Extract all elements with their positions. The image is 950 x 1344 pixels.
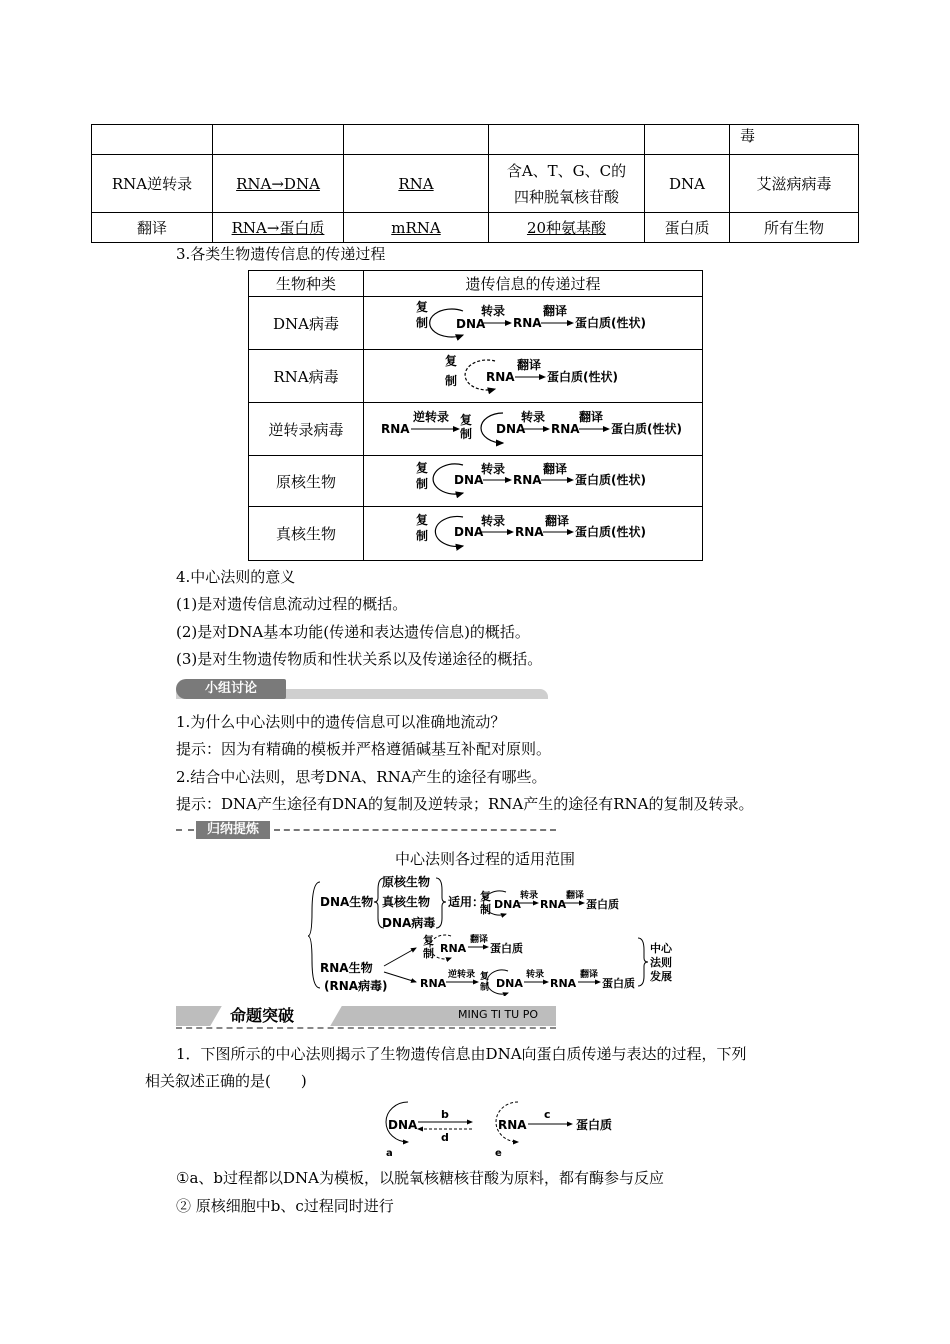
svg-text:RNA生物: RNA生物 (320, 961, 373, 975)
hint: 提示：因为有精确的模板并严格遵循碱基互补配对原则。 (176, 740, 552, 758)
table-cell: RNA→DNA (213, 155, 344, 213)
svg-text:蛋白质: 蛋白质 (586, 898, 619, 911)
question: 1.为什么中心法则中的遗传信息可以准确地流动？ (176, 713, 506, 731)
svg-text:蛋白质: 蛋白质 (576, 1118, 613, 1132)
svg-text:制: 制 (460, 427, 473, 441)
svg-text:转录: 转录 (520, 891, 539, 901)
question-text: 1．下图所示的中心法则揭示了生物遗传信息由DNA向蛋白质传递与表达的过程，下列 (176, 1045, 747, 1063)
table-cell: mRNA (344, 213, 489, 243)
svg-text:翻译: 翻译 (579, 410, 604, 424)
table-header: 生物种类 (249, 271, 364, 297)
exam-pinyin: MING TI TU PO (458, 1008, 539, 1021)
question: 2.结合中心法则，思考DNA、RNA产生的途径有哪些。 (176, 768, 547, 786)
summary-tag: 归纳提炼 (196, 821, 270, 839)
table-cell: RNA→蛋白质 (213, 213, 344, 243)
option: ② 原核细胞中b、c过程同时进行 (176, 1197, 394, 1215)
list-item: (1)是对遗传信息流动过程的概括。 (176, 595, 408, 613)
svg-text:蛋白质(性状): 蛋白质(性状) (611, 422, 682, 436)
svg-text:DNA: DNA (456, 317, 486, 331)
retrovirus-flow (381, 409, 682, 443)
svg-text:复: 复 (416, 461, 429, 475)
svg-text:RNA: RNA (550, 977, 577, 990)
option: ①a、b过程都以DNA为模板，以脱氧核糖核苷酸为原料，都有酶参与反应 (176, 1169, 664, 1187)
svg-text:转录: 转录 (526, 970, 545, 980)
table-cell: 毒 (730, 125, 859, 155)
svg-text:复: 复 (423, 934, 434, 947)
svg-text:发展: 发展 (650, 970, 672, 983)
svg-text:复: 复 (416, 513, 429, 527)
svg-text:转录: 转录 (481, 462, 506, 476)
svg-text:翻译: 翻译 (545, 514, 570, 528)
table-cell: RNA病毒 (249, 350, 364, 403)
exam-tag: 命题突破 (230, 1006, 295, 1025)
discussion-tag: 小组讨论 (176, 679, 286, 699)
svg-text:d: d (441, 1131, 449, 1144)
svg-text:蛋白质(性状): 蛋白质(性状) (547, 370, 618, 384)
svg-text:蛋白质(性状): 蛋白质(性状) (575, 473, 646, 487)
exam-banner (176, 1006, 556, 1030)
svg-text:法则: 法则 (650, 956, 672, 969)
table-cell: 翻译 (92, 213, 213, 243)
svg-text:DNA: DNA (454, 473, 484, 487)
table-header: 遗传信息的传递过程 (364, 271, 703, 297)
table-cell: DNA病毒 (249, 297, 364, 350)
svg-text:a: a (386, 1148, 393, 1158)
table-cell: 含A、T、G、C的 四种脱氧核苷酸 (489, 155, 645, 213)
svg-text:复: 复 (460, 413, 473, 427)
svg-text:翻译: 翻译 (580, 970, 599, 980)
svg-text:制: 制 (416, 477, 429, 491)
prokaryote-flow (416, 460, 646, 494)
svg-text:DNA: DNA (454, 525, 484, 539)
svg-text:RNA: RNA (540, 898, 567, 911)
section-title: 3.各类生物遗传信息的传递过程 (176, 245, 386, 263)
svg-text:复: 复 (416, 300, 429, 314)
table-cell: 原核生物 (249, 456, 364, 507)
svg-text:RNA: RNA (486, 370, 515, 384)
svg-text:蛋白质(性状): 蛋白质(性状) (575, 525, 646, 539)
svg-text:转录: 转录 (481, 304, 506, 318)
dna-virus-flow (416, 299, 646, 337)
svg-text:制: 制 (445, 374, 458, 388)
list-item: (3)是对生物遗传物质和性状关系以及传递途径的概括。 (176, 650, 543, 668)
svg-text:原核生物: 原核生物 (382, 875, 431, 889)
svg-text:复: 复 (480, 972, 490, 982)
discussion-banner (176, 679, 548, 699)
svg-text:适用：: 适用： (448, 895, 485, 909)
svg-text:翻译: 翻译 (543, 304, 568, 318)
svg-text:b: b (441, 1108, 449, 1121)
table-cell: DNA (645, 155, 730, 213)
svg-text:RNA: RNA (513, 473, 542, 487)
section-title: 4.中心法则的意义 (176, 568, 296, 586)
svg-text:复: 复 (480, 890, 491, 903)
table-cell: 蛋白质 (645, 213, 730, 243)
table-cell: 所有生物 (730, 213, 859, 243)
table-cell: RNA逆转录 (92, 155, 213, 213)
table-cell: 逆转录病毒 (249, 403, 364, 456)
svg-text:DNA: DNA (494, 898, 521, 911)
flow-diagrams (363, 297, 702, 564)
process-table (91, 124, 859, 243)
svg-text:RNA: RNA (420, 977, 447, 990)
svg-text:制: 制 (416, 316, 429, 330)
svg-text:DNA生物: DNA生物 (320, 895, 374, 909)
svg-text:蛋白质: 蛋白质 (602, 977, 635, 990)
svg-text:逆转录: 逆转录 (448, 970, 476, 980)
svg-text:RNA: RNA (498, 1118, 527, 1132)
svg-text:RNA: RNA (513, 316, 542, 330)
rna-virus-flow (445, 353, 618, 390)
svg-text:DNA: DNA (496, 977, 523, 990)
svg-text:中心: 中心 (650, 942, 672, 955)
hint: 提示：DNA产生途径有DNA的复制及逆转录；RNA产生的途径有RNA的复制及转录。 (176, 795, 754, 813)
svg-text:制: 制 (480, 983, 490, 993)
svg-text:转录: 转录 (521, 410, 546, 424)
table-cell: 真核生物 (249, 507, 364, 561)
svg-text:真核生物: 真核生物 (382, 895, 431, 909)
svg-text:制: 制 (423, 947, 434, 960)
svg-text:c: c (544, 1108, 551, 1121)
summary-diagram (308, 872, 688, 996)
svg-text:DNA病毒: DNA病毒 (382, 916, 436, 930)
svg-text:蛋白质(性状): 蛋白质(性状) (575, 316, 646, 330)
svg-text:制: 制 (416, 529, 429, 543)
svg-text:RNA: RNA (515, 525, 544, 539)
summary-banner (176, 821, 556, 839)
table-row (92, 213, 859, 243)
eukaryote-flow (416, 512, 646, 547)
svg-text:制: 制 (480, 903, 491, 916)
table-row (92, 155, 859, 213)
table-cell: 艾滋病病毒 (730, 155, 859, 213)
table-row (249, 271, 703, 297)
svg-text:逆转录: 逆转录 (413, 410, 450, 424)
central-dogma-diagram (360, 1094, 630, 1158)
svg-text:DNA: DNA (496, 422, 526, 436)
svg-text:DNA: DNA (388, 1118, 418, 1132)
svg-text:RNA: RNA (440, 942, 467, 955)
svg-text:转录: 转录 (481, 514, 506, 528)
svg-text:蛋白质: 蛋白质 (490, 942, 523, 955)
table-cell: 20种氨基酸 (489, 213, 645, 243)
svg-text:e: e (495, 1148, 502, 1158)
svg-text:RNA: RNA (381, 422, 410, 436)
svg-text:复: 复 (445, 354, 458, 368)
question-text: 相关叙述正确的是( ) (145, 1072, 307, 1090)
svg-text:翻译: 翻译 (543, 462, 568, 476)
svg-text:翻译: 翻译 (566, 891, 585, 901)
svg-text:翻译: 翻译 (470, 935, 489, 945)
svg-text:(RNA病毒): (RNA病毒) (324, 979, 388, 993)
svg-text:RNA: RNA (551, 422, 580, 436)
svg-text:翻译: 翻译 (517, 358, 542, 372)
table-cell: RNA (344, 155, 489, 213)
table-row (92, 125, 859, 155)
list-item: (2)是对DNA基本功能(传递和表达遗传信息)的概括。 (176, 623, 530, 641)
summary-title: 中心法则各过程的适用范围 (395, 850, 576, 868)
